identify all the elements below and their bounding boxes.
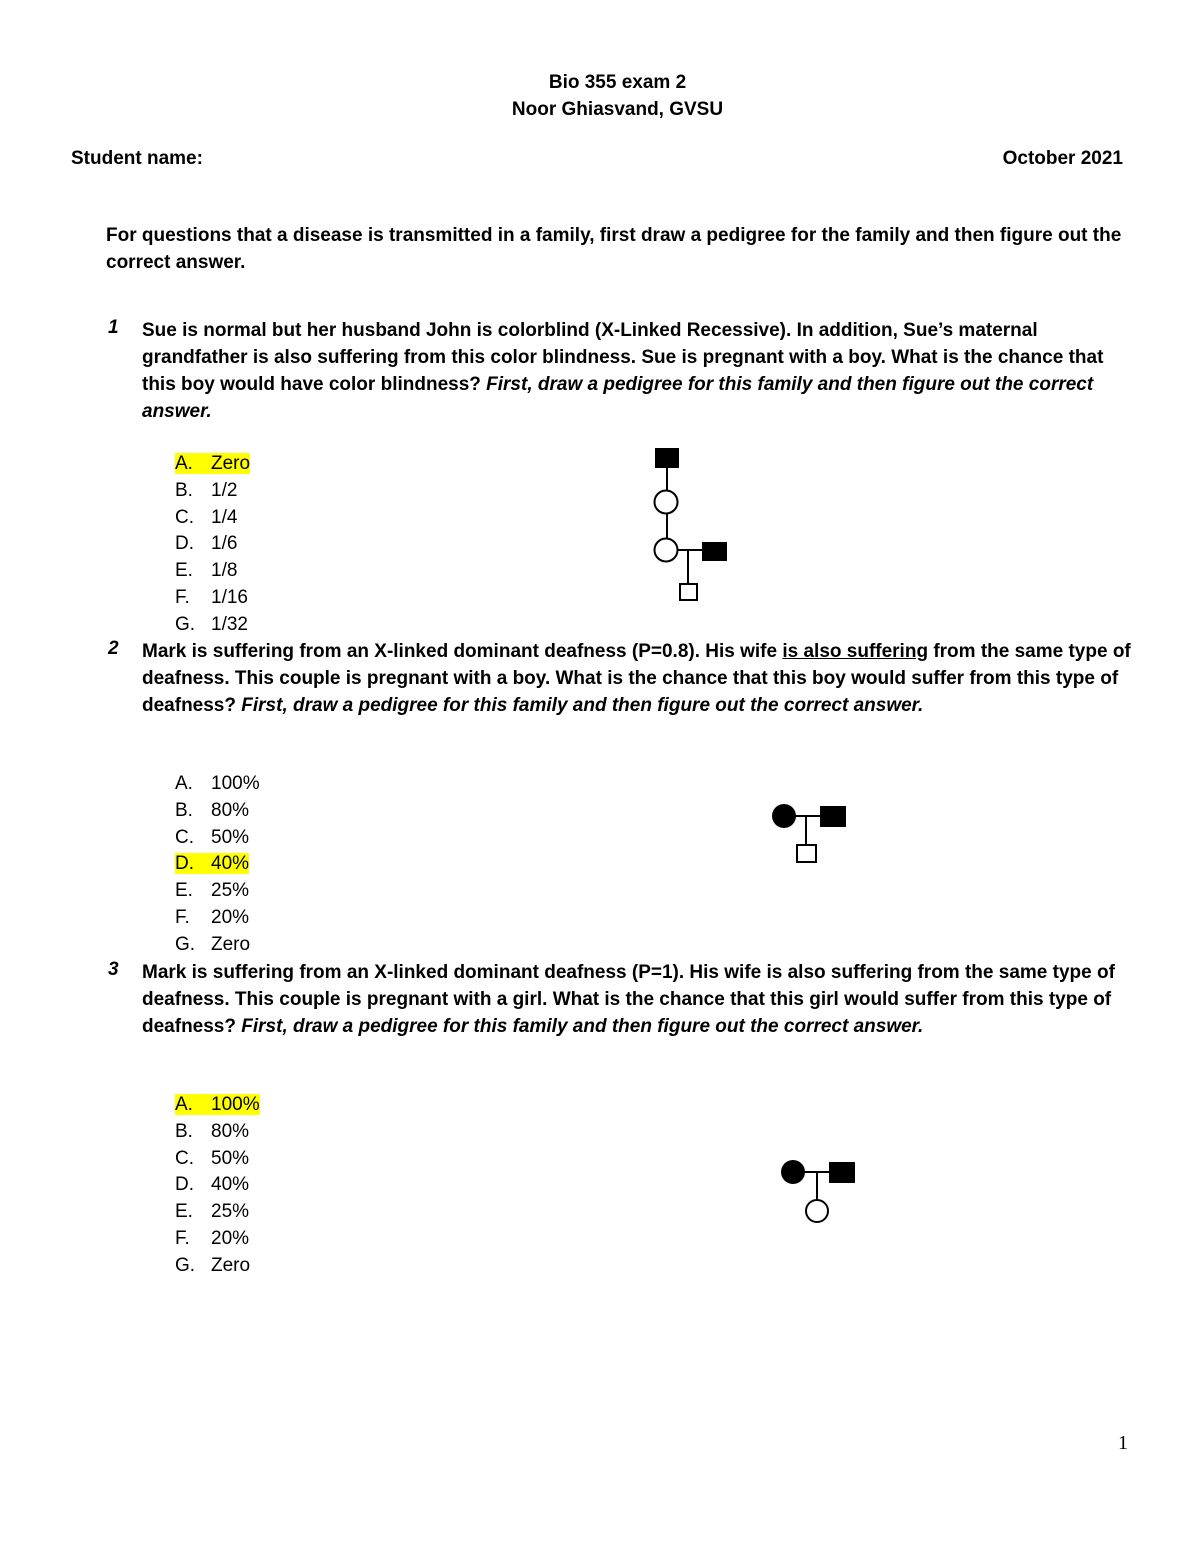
question-2-option-b[interactable] [175,798,260,825]
question-2-option-c[interactable] [175,825,260,852]
option-text: 100% [211,773,260,794]
option-letter: D. [175,1174,194,1196]
option-text: 50% [211,826,250,848]
option-letter: C. [175,826,194,848]
question-2-option-d[interactable] [175,851,260,878]
option-text: 1/8 [211,560,238,582]
question-2-body: Mark is suffering from an X-linked dominant deafness (P=0.8). His wife [142,641,783,662]
question-1-option-g[interactable] [175,612,250,639]
option-text: 40% [211,853,250,875]
question-3-option-c[interactable] [175,1146,260,1173]
option-text: Zero [211,933,251,955]
question-1-option-c[interactable] [175,505,250,532]
option-letter: C. [175,506,194,528]
option-text: Zero [211,453,251,474]
affected-mark-square [820,806,846,827]
question-1-option-f[interactable] [175,585,250,612]
question-2-number: 2 [108,638,119,659]
question-3-number: 3 [108,959,119,980]
option-text: 40% [211,1174,250,1196]
option-letter: C. [175,1147,194,1169]
unaffected-sue-circle [655,539,678,562]
question-2-text [142,638,1142,719]
exam-title: Bio 355 exam 2 [548,72,687,93]
option-letter: B. [175,479,193,501]
question-2-option-a[interactable] [175,771,260,798]
question-3-option-f[interactable] [175,1226,260,1253]
question-2-option-e[interactable] [175,878,260,905]
option-text: 25% [211,880,250,902]
question-2-emphasis: is also suffering [782,641,929,662]
affected-wife-circle [772,804,796,828]
affected-wife-circle [781,1160,805,1184]
question-2-option-g[interactable] [175,932,260,959]
option-letter: E. [175,880,193,902]
unborn-son-square [797,845,816,862]
affected-mark-square [829,1162,855,1183]
question-1-option-d[interactable] [175,531,250,558]
question-3-option-b[interactable] [175,1119,260,1146]
question-2-body-cont: from the same type of deafness. This couple is pregnant with a boy. What is the chance that this boy would suffer from this type of deafness? [142,641,1131,716]
question-3-body: Mark is suffering from an X-linked dominant deafness (P=1). His wife is also suffering from the same type of deafness. This couple is pregnant with a girl. What is the chance that this girl would suffer from this type of deafness? [142,962,1115,1037]
question-2-directive: First, draw a pedigree for this family and then figure out the correct answer. [241,695,924,716]
option-letter: G. [175,933,196,955]
question-3-options [175,1092,260,1280]
question-3-option-g[interactable] [175,1253,260,1280]
question-2-pedigree [765,795,855,870]
option-text: 1/32 [211,613,248,635]
question-3-text [142,959,1142,1040]
option-text: 1/2 [211,479,238,501]
option-letter: G. [175,1254,196,1276]
option-letter: F. [175,586,190,608]
option-text: 80% [211,1120,250,1142]
page-number: 1 [1118,1432,1128,1454]
student-name-label: Student name: [71,148,203,169]
option-letter: F. [175,1227,190,1249]
unborn-daughter-circle [806,1200,828,1222]
question-1-text [142,317,1142,425]
option-text: 20% [211,906,250,928]
option-letter: A. [175,773,193,794]
question-3-option-d[interactable] [175,1172,260,1199]
question-2-option-f[interactable] [175,905,260,932]
option-letter: B. [175,799,193,821]
unaffected-mother-circle [655,491,678,514]
option-text: 1/6 [211,533,238,555]
question-2-options [175,771,260,959]
option-letter: E. [175,1201,193,1223]
option-text: 50% [211,1147,250,1169]
option-letter: F. [175,906,190,928]
option-text: 25% [211,1201,250,1223]
option-letter: A. [175,1094,193,1115]
option-letter: D. [175,533,194,555]
question-1-option-e[interactable] [175,558,250,585]
affected-grandfather-square [655,448,679,468]
option-letter: D. [175,853,194,875]
question-3-directive: First, draw a pedigree for this family and then figure out the correct answer. [241,1016,924,1037]
unborn-son-square [680,584,697,600]
question-1-options [175,451,250,639]
exam-author: Noor Ghiasvand, GVSU [511,99,724,120]
option-text: 100% [211,1094,260,1115]
question-3-pedigree [773,1152,863,1232]
question-1-directive: First, draw a pedigree for this family and then figure out the correct answer. [142,374,1094,422]
option-letter: G. [175,613,196,635]
option-text: Zero [211,1254,251,1276]
question-3-option-a[interactable] [175,1092,260,1119]
question-1-option-a[interactable] [175,451,250,478]
option-text: 1/16 [211,586,248,608]
option-text: 1/4 [211,506,238,528]
question-3-option-e[interactable] [175,1199,260,1226]
exam-date: October 2021 [1002,148,1123,169]
affected-john-square [702,542,727,561]
instructions: For questions that a disease is transmitted in a family, first draw a pedigree for the family and then figure out the correct answer. [106,225,1122,273]
option-text: 20% [211,1227,250,1249]
question-1-option-b[interactable] [175,478,250,505]
question-1-pedigree [640,440,740,610]
option-letter: A. [175,453,193,474]
option-letter: B. [175,1120,193,1142]
option-letter: E. [175,560,193,582]
option-text: 80% [211,799,250,821]
question-1-number: 1 [108,317,119,338]
question-1-body: Sue is normal but her husband John is colorblind (X-Linked Recessive). In addition, Sue’s maternal grandfather is also suffering from this color blindness. Sue is pregnant with a boy. What is the chance that this boy would have color blindness? [142,320,1104,395]
